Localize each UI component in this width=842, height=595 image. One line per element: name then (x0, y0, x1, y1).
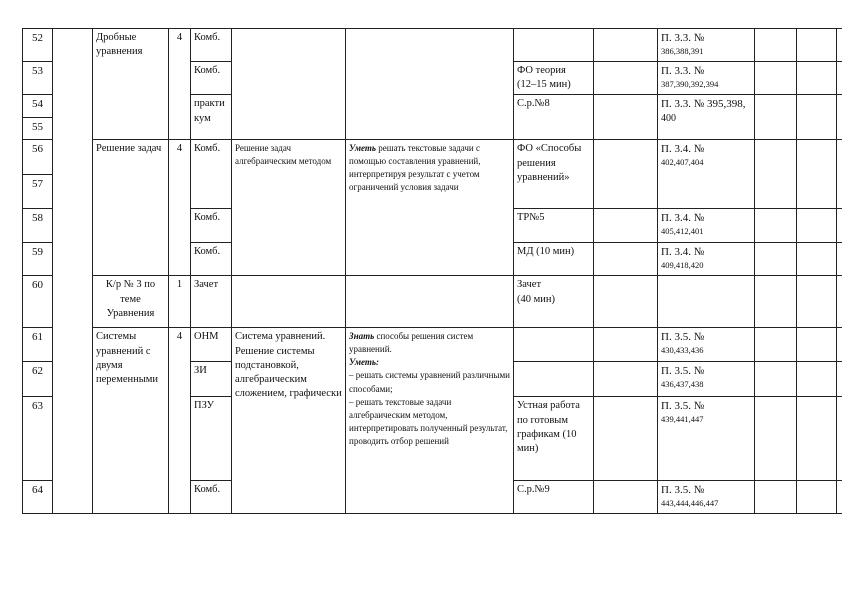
content-cell: Система уравнений. Решение системы подстановкой, алгебраическим сложением, графически (232, 328, 346, 514)
topic-cell: Решение задач (93, 140, 169, 276)
requirements-cell (346, 276, 514, 328)
empty-cell (755, 62, 797, 95)
homework-cell (658, 62, 755, 95)
lesson-type: Зачет (191, 276, 232, 328)
empty-cell (755, 29, 797, 62)
empty-cell (837, 95, 842, 140)
empty-cell (594, 243, 658, 276)
empty-cell (755, 328, 797, 362)
homework-paragraph: П. 3.5. № (661, 331, 705, 344)
lesson-number: 53 (23, 62, 53, 95)
empty-cell (797, 397, 837, 481)
homework-paragraph: П. 3.5. № (661, 365, 705, 378)
know-text: способы решения систем уравнений. (349, 331, 474, 355)
empty-cell (837, 328, 842, 362)
lesson-number: 54 (23, 95, 53, 118)
homework-exercises: 386,388,391 (661, 45, 704, 56)
homework-exercises: 443,444,446,447 (661, 498, 719, 509)
control-cell: ФО «Способы решения уравнений» (514, 140, 594, 209)
empty-cell (837, 243, 842, 276)
empty-cell (797, 328, 837, 362)
homework-cell (658, 362, 755, 397)
lesson-type-part: практи (194, 98, 225, 110)
content-cell (232, 276, 346, 328)
homework-paragraph: П. 3.4. № (661, 246, 705, 259)
empty-cell (755, 95, 797, 140)
control-cell: ТР№5 (514, 209, 594, 243)
homework-cell (658, 481, 755, 514)
content-cell (232, 29, 346, 140)
homework-exercises: 430,433,436 (661, 345, 704, 356)
know-label: Знать (349, 331, 375, 342)
empty-cell (797, 481, 837, 514)
requirements-cell (346, 140, 514, 276)
topic-cell: Дробные уравнения (93, 29, 169, 140)
empty-cell (755, 276, 797, 328)
lesson-number: 61 (23, 328, 53, 362)
lesson-number: 64 (23, 481, 53, 514)
hours-cell: 4 (169, 140, 191, 276)
empty-cell (594, 140, 658, 209)
requirements-cell (346, 29, 514, 140)
empty-cell (594, 328, 658, 362)
can-item: – решать текстовые задачи алгебраическим методом, интерпретировать полученный результат, проводить отбор решений (349, 396, 508, 446)
can-item: – решать системы уравнений различными способами; (349, 370, 510, 394)
control-cell: МД (10 мин) (514, 243, 594, 276)
lesson-type: ПЗУ (191, 397, 232, 481)
control-cell (514, 276, 594, 328)
empty-cell (594, 29, 658, 62)
empty-cell (797, 62, 837, 95)
empty-cell (837, 140, 842, 209)
empty-cell (594, 481, 658, 514)
content-cell: Решение задач алгебраическим методом (232, 140, 346, 276)
empty-cell (837, 209, 842, 243)
empty-cell (837, 62, 842, 95)
control-duration: (12–15 мин) (517, 79, 571, 91)
empty-cell (837, 397, 842, 481)
lesson-type: Комб. (191, 62, 232, 95)
table-row (23, 140, 842, 175)
empty-cell (755, 481, 797, 514)
homework-cell (658, 209, 755, 243)
homework-paragraph: П. 3.4. № (661, 212, 705, 225)
empty-cell (755, 243, 797, 276)
empty-cell (797, 209, 837, 243)
control-cell: С.р.№9 (514, 481, 594, 514)
empty-cell (594, 95, 658, 140)
homework-exercises: 436,437,438 (661, 379, 704, 390)
homework-exercises: 405,412,401 (661, 226, 704, 237)
control-cell (514, 29, 594, 62)
empty-cell (837, 276, 842, 328)
section-cell (53, 29, 93, 514)
lesson-type: ЗИ (191, 362, 232, 397)
empty-cell (755, 209, 797, 243)
control-cell (514, 62, 594, 95)
requirements-cell (346, 328, 514, 514)
homework-cell (658, 328, 755, 362)
homework-cell (658, 276, 755, 328)
lesson-type: Комб. (191, 29, 232, 62)
topic-cell: Системы уравнений с двумя переменными (93, 328, 169, 514)
empty-cell (594, 62, 658, 95)
empty-cell (755, 140, 797, 209)
empty-cell (797, 276, 837, 328)
lesson-type: Комб. (191, 209, 232, 243)
homework-paragraph: П. 3.3. № 395,398, (661, 98, 746, 111)
hours-cell: 4 (169, 328, 191, 514)
lesson-number: 62 (23, 362, 53, 397)
lesson-plan-table (22, 28, 842, 514)
homework-exercises: 409,418,420 (661, 260, 704, 271)
control-text: ФО теория (517, 65, 566, 76)
can-label: Уметь: (349, 357, 379, 368)
control-cell: Устная работа по готовым графикам (10 мин) (514, 397, 594, 481)
lesson-type (191, 95, 232, 140)
requirement-label: Уметь (349, 143, 376, 154)
empty-cell (594, 209, 658, 243)
homework-cell (658, 397, 755, 481)
control-text: Зачет (517, 279, 542, 291)
control-duration: (40 мин) (517, 293, 556, 305)
control-cell (514, 328, 594, 362)
lesson-number: 57 (23, 175, 53, 209)
empty-cell (594, 276, 658, 328)
homework-cell (658, 29, 755, 62)
table-row (23, 328, 842, 362)
homework-cell (658, 243, 755, 276)
lesson-type: Комб. (191, 243, 232, 276)
homework-cell (658, 140, 755, 209)
lesson-type-part: кум (194, 112, 211, 124)
homework-paragraph: П. 3.3. № (661, 65, 705, 77)
empty-cell (837, 362, 842, 397)
empty-cell (755, 362, 797, 397)
empty-cell (797, 243, 837, 276)
empty-cell (755, 397, 797, 481)
empty-cell (797, 95, 837, 140)
hours-cell: 4 (169, 29, 191, 140)
hours-cell: 1 (169, 276, 191, 328)
homework-exercises: 439,441,447 (661, 414, 704, 425)
lesson-number: 55 (23, 118, 53, 140)
empty-cell (837, 481, 842, 514)
homework-exercises: 387,390,392,394 (661, 78, 719, 89)
homework-exercises: 402,407,404 (661, 157, 704, 168)
control-cell: С.р.№8 (514, 95, 594, 140)
lesson-type: Комб. (191, 481, 232, 514)
homework-paragraph: П. 3.3. № (661, 32, 705, 44)
table-row (23, 276, 842, 328)
empty-cell (594, 362, 658, 397)
homework-paragraph: П. 3.5. № (661, 400, 705, 413)
lesson-type: ОНМ (191, 328, 232, 362)
empty-cell (837, 29, 842, 62)
lesson-number: 56 (23, 140, 53, 175)
homework-cell (658, 95, 755, 140)
requirement-text: решать текстовые задачи с помощью составления уравнений, интерпретируя результат с учетом ограничений условия задачи (349, 143, 481, 193)
homework-paragraph: П. 3.5. № (661, 484, 705, 497)
topic-cell: К/р № 3 по теме Уравнения (93, 276, 169, 328)
empty-cell (594, 397, 658, 481)
lesson-number: 63 (23, 397, 53, 481)
lesson-number: 59 (23, 243, 53, 276)
lesson-number: 60 (23, 276, 53, 328)
lesson-number: 52 (23, 29, 53, 62)
homework-paragraph: П. 3.4. № (661, 143, 705, 156)
control-cell (514, 362, 594, 397)
empty-cell (797, 29, 837, 62)
lesson-type: Комб. (191, 140, 232, 209)
homework-exercises: 400 (661, 113, 676, 125)
lesson-number: 58 (23, 209, 53, 243)
table-row (23, 29, 842, 62)
empty-cell (797, 140, 837, 209)
empty-cell (797, 362, 837, 397)
